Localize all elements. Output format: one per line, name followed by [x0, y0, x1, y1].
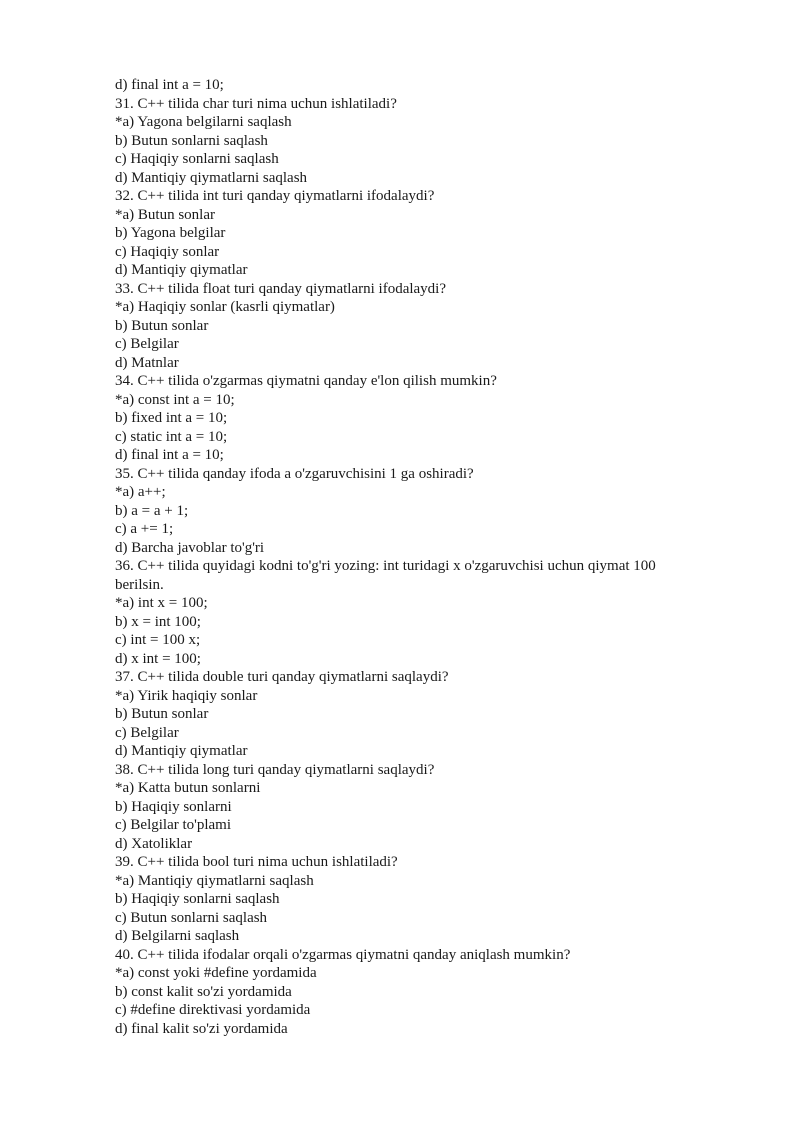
- answer-option: c) Belgilar: [115, 336, 179, 352]
- answer-option-correct: *a) Butun sonlar: [115, 206, 215, 223]
- answer-option-correct: *a) const int a = 10;: [115, 391, 235, 408]
- question-38: 38. C++ tilida long turi qanday qiymatlarni saqlaydi?: [115, 761, 435, 778]
- answer-option: c) Haqiqiy sonlar: [115, 243, 220, 260]
- answer-option: c) Belgilar: [115, 724, 179, 741]
- answer-option: b) Haqiqiy sonlarni saqlash: [115, 891, 280, 907]
- answer-option: d) Matnlar: [115, 354, 179, 371]
- question-list: [115, 76, 705, 1038]
- answer-option: b) Butun sonlar: [115, 706, 209, 722]
- answer-option: d) Mantiqiy qiymatlar: [115, 743, 248, 759]
- question-31: 31. C++ tilida char turi nima uchun ishlatiladi?: [115, 95, 397, 112]
- answer-option: c) Belgilar to'plami: [115, 817, 232, 833]
- question-34: 34. C++ tilida o'zgarmas qiymatni qanday e'lon qilish mumkin?: [115, 373, 497, 389]
- answer-option-correct: *a) Katta butun sonlarni: [115, 780, 261, 796]
- answer-option: b) const kalit so'zi yordamida: [115, 983, 292, 1000]
- question-35: 35. C++ tilida qanday ifoda a o'zgaruvchisini 1 ga oshiradi?: [115, 465, 474, 482]
- answer-option-correct: *a) Mantiqiy qiymatlarni saqlash: [115, 872, 314, 889]
- answer-option: d) final int a = 10;: [115, 447, 224, 463]
- answer-option: d) final kalit so'zi yordamida: [115, 1020, 288, 1037]
- answer-option: c) int = 100 x;: [115, 632, 201, 648]
- answer-option-correct: *a) Haqiqiy sonlar (kasrli qiymatlar): [115, 299, 335, 315]
- answer-option: b) Yagona belgilar: [115, 225, 226, 241]
- question-40: 40. C++ tilida ifodalar orqali o'zgarmas qiymatni qanday aniqlash mumkin?: [115, 946, 571, 963]
- answer-option: d) Xatoliklar: [115, 835, 193, 852]
- question-33: 33. C++ tilida float turi qanday qiymatlarni ifodalaydi?: [115, 280, 447, 297]
- answer-option: c) static int a = 10;: [115, 428, 228, 445]
- answer-option: d) Mantiqiy qiymatlar: [115, 262, 248, 278]
- answer-option: d) x int = 100;: [115, 650, 201, 667]
- answer-option: b) Haqiqiy sonlarni: [115, 798, 232, 815]
- question-39: 39. C++ tilida bool turi nima uchun ishlatiladi?: [115, 854, 398, 870]
- answer-option: b) a = a + 1;: [115, 502, 189, 519]
- answer-option: b) fixed int a = 10;: [115, 410, 228, 426]
- answer-option-correct: *a) Yirik haqiqiy sonlar: [115, 687, 258, 704]
- answer-option: c) Butun sonlarni saqlash: [115, 909, 268, 926]
- answer-option: c) #define direktivasi yordamida: [115, 1002, 311, 1018]
- question-37: 37. C++ tilida double turi qanday qiymatlarni saqlaydi?: [115, 669, 449, 685]
- answer-option: c) Haqiqiy sonlarni saqlash: [115, 151, 279, 167]
- answer-option: d) final int a = 10;: [115, 77, 224, 93]
- answer-option-correct: *a) const yoki #define yordamida: [115, 965, 317, 981]
- answer-option: b) x = int 100;: [115, 613, 201, 630]
- question-32: 32. C++ tilida int turi qanday qiymatlarni ifodalaydi?: [115, 188, 435, 204]
- answer-option: b) Butun sonlar: [115, 317, 209, 334]
- answer-option-correct: *a) a++;: [115, 484, 166, 500]
- answer-option-correct: *a) Yagona belgilarni saqlash: [115, 114, 292, 130]
- answer-option: c) a += 1;: [115, 521, 174, 537]
- question-36: 36. C++ tilida quyidagi kodni to'g'ri yozing: int turidagi x o'zgaruvchisi uchun qiymat 100 berilsin.: [115, 558, 656, 593]
- answer-option: d) Barcha javoblar to'g'ri: [115, 539, 265, 556]
- answer-option-correct: *a) int x = 100;: [115, 595, 208, 611]
- answer-option: d) Mantiqiy qiymatlarni saqlash: [115, 169, 308, 186]
- answer-option: b) Butun sonlarni saqlash: [115, 132, 268, 149]
- answer-option: d) Belgilarni saqlash: [115, 928, 240, 944]
